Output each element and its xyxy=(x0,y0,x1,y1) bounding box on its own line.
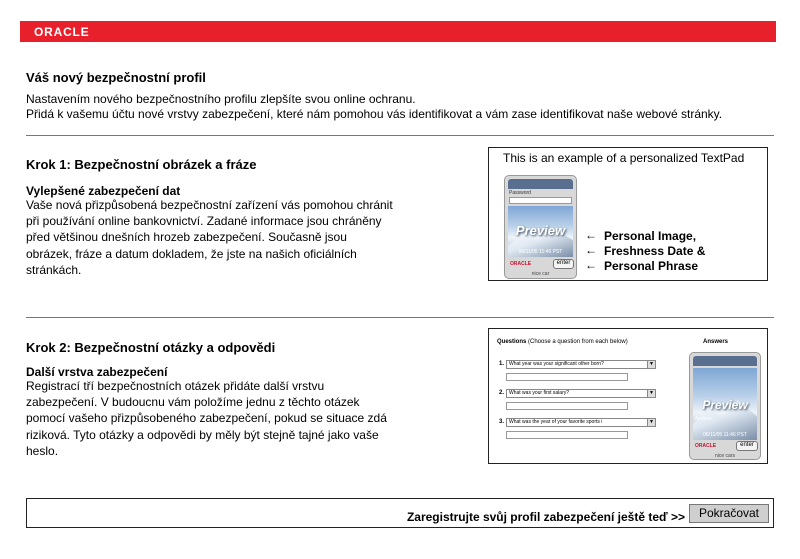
password-label: Password xyxy=(509,190,531,196)
textpad-phone-image xyxy=(504,175,577,279)
oracle-logo: ORACLE xyxy=(34,25,90,39)
freshness-date: 06/11/05 11:46 PST xyxy=(518,249,563,255)
question-select: What year was your significant other born? ▼ xyxy=(506,360,656,369)
enter-key: enter xyxy=(736,441,758,451)
arrow-left-icon: ← xyxy=(585,228,597,242)
preview-watermark: Preview xyxy=(702,398,748,412)
register-prompt: Zaregistrujte svůj profil zabezpečení ještě teď >> xyxy=(406,510,685,524)
intro-text-line-1: Nastavením nového bezpečnostního profilu zlepšíte svou online ochranu. xyxy=(26,92,416,106)
divider xyxy=(26,317,774,318)
question-number: 3. xyxy=(499,419,505,425)
phone-header xyxy=(508,179,573,189)
phone-header xyxy=(693,356,757,366)
question-number: 2. xyxy=(499,390,505,396)
divider xyxy=(26,135,774,136)
arrow-left-icon: ← xyxy=(585,258,597,272)
answer-input xyxy=(506,402,628,410)
intro-text-line-2: Přidá k vašemu účtu nové vrstvy zabezpečení, které nám pomohou vás identifikovat a vám zase identifikovat naše webové stránky. xyxy=(26,107,723,121)
phone-brand-logo: ORACLE xyxy=(695,443,717,449)
textpad-example-panel xyxy=(488,147,768,281)
oracle-header-bar xyxy=(20,21,776,42)
textpad-phone-image xyxy=(689,352,761,460)
step2-title: Krok 2: Bezpečnostní otázky a odpovědi xyxy=(26,340,276,355)
answer-input xyxy=(506,373,628,381)
textpad-example-caption: This is an example of a personalized TextPad xyxy=(503,151,745,165)
answer-label: Answer xyxy=(695,416,712,422)
continue-button[interactable]: Pokračovat xyxy=(689,504,769,523)
preview-watermark: Preview xyxy=(515,223,566,238)
questions-header: Questions (Choose a question from each below) xyxy=(497,339,628,345)
answer-input xyxy=(506,431,628,439)
personal-phrase: nice car xyxy=(531,271,550,277)
password-field xyxy=(509,197,572,204)
personal-image xyxy=(508,206,573,257)
arrow-icons xyxy=(585,228,597,273)
chevron-down-icon: ▼ xyxy=(647,361,655,368)
step2-subtitle: Další vrstva zabezpečení xyxy=(26,365,168,379)
question-number: 1. xyxy=(499,361,505,367)
step1-description: Vaše nová přizpůsobená bezpečnostní zařízení vás pomohou chránit při používání online bankovnictví. Zadané informace jsou chráněny před většinou dnešních hrozeb zabezpečení. Současně jsou obrázek, fráze a datum dokladem, že jste na našich oficiálních stránkách. xyxy=(26,198,393,277)
step1-subtitle: Vylepšené zabezpečení dat xyxy=(26,184,181,198)
question-select: What was your first salary? ▼ xyxy=(506,389,656,398)
register-footer xyxy=(26,498,774,528)
page-title: Váš nový bezpečnostní profil xyxy=(26,70,206,85)
chevron-down-icon: ▼ xyxy=(647,419,655,426)
enter-key: enter xyxy=(553,259,574,269)
personal-image xyxy=(693,368,757,440)
freshness-date: 06/11/05 11:46 PST xyxy=(703,432,747,438)
chevron-down-icon: ▼ xyxy=(647,390,655,397)
arrow-left-icon: ← xyxy=(585,243,597,257)
textpad-feature-labels: Personal Image, Freshness Date & Personal Phrase xyxy=(604,229,706,273)
step1-title: Krok 1: Bezpečnostní obrázek a fráze xyxy=(26,157,257,172)
answers-header: Answers xyxy=(703,339,729,345)
questions-example-panel xyxy=(488,328,768,464)
phone-brand-logo: ORACLE xyxy=(510,261,532,267)
personal-phrase: nice cars xyxy=(714,453,735,459)
question-select: What was the year of your favorite sports i ▼ xyxy=(506,418,656,427)
step2-description: Registrací tří bezpečnostních otázek přidáte další vrstvu zabezpečení. V budoucnu vám položíme jednu z těchto otázek pomocí vašeho přizpůsobeného zabezpečení, pokud se situace zdá riziková. Tyto otázky a odpovědi by měly být stejně tajné jako vaše heslo. xyxy=(26,379,387,458)
